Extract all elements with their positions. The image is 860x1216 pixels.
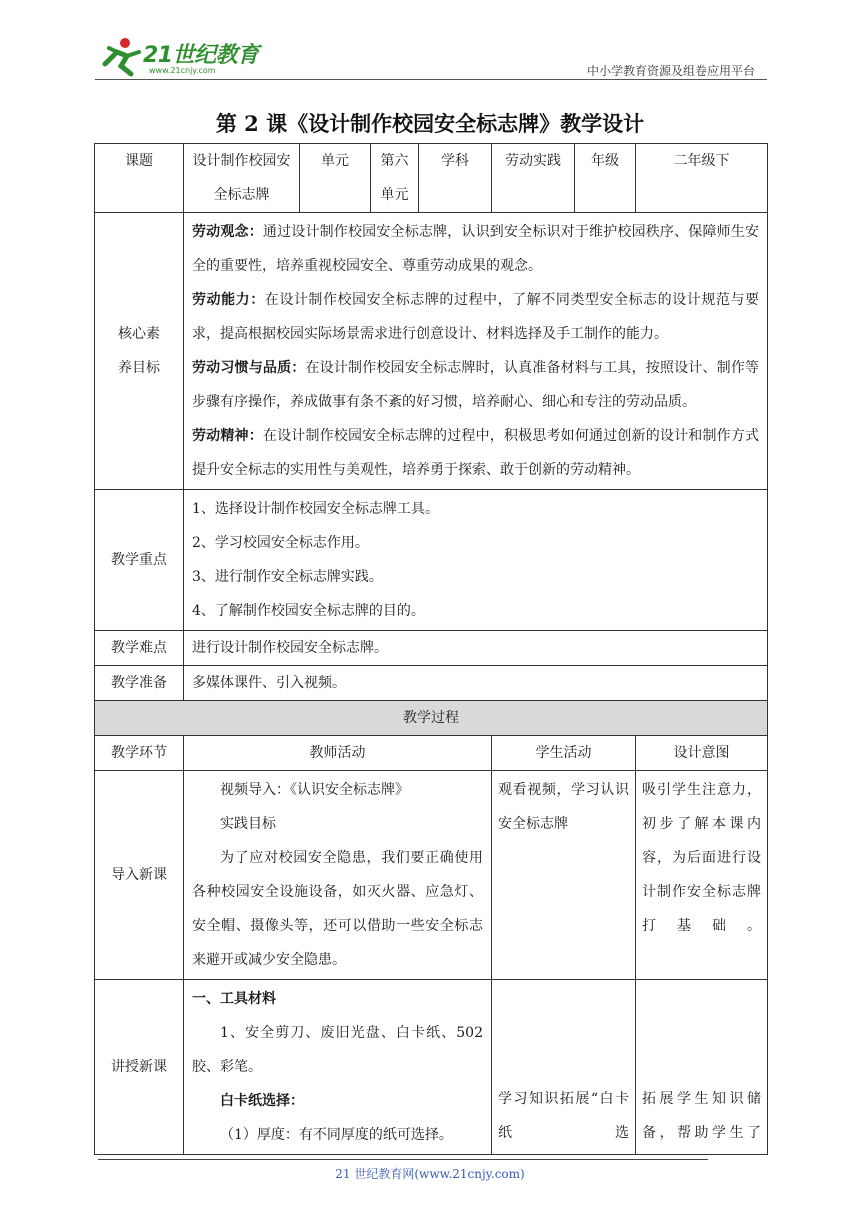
col-header-stage: 教学环节	[95, 736, 184, 771]
goal-labor-ability	[192, 283, 759, 351]
lecture-stage: 讲授新课	[95, 980, 184, 1155]
lecture-row	[95, 980, 768, 1155]
goal-text: 在设计制作校园安全标志牌的过程中，了解不同类型安全标志的设计规范与要求，提高根据校园实际场景需求进行创意设计、材料选择及手工制作的能力。	[192, 292, 760, 342]
difficulty-row	[95, 631, 768, 666]
goal-head: 劳动精神：	[192, 428, 263, 444]
page-title: 第 2 课《设计制作校园安全标志牌》教学设计	[215, 111, 645, 136]
grade-label: 年级	[575, 144, 636, 213]
col-header-student: 学生活动	[492, 736, 636, 771]
lecture-teacher	[184, 980, 492, 1155]
topic-value: 设计制作校园安全标志牌	[184, 144, 300, 213]
goal-head: 劳动能力：	[192, 292, 265, 308]
logo-url: www.21cnjy.com	[149, 66, 216, 75]
intro-teacher-line: 为了应对校园安全隐患，我们要正确使用各种校园安全设施设备，如灭火器、应急灯、安全帽、摄像头等，还可以借助一些安全标志来避开或减少安全隐患。	[192, 850, 483, 968]
preparation-row	[95, 666, 768, 701]
lecture-student: 学习知识拓展“白卡纸选	[492, 980, 636, 1155]
info-row	[95, 144, 768, 213]
difficulty-label: 教学难点	[95, 631, 184, 666]
grade-value: 二年级下	[636, 144, 768, 213]
platform-name: 中小学教育资源及组卷应用平台	[586, 64, 755, 78]
lecture-intent: 拓展学生知识储备，帮助学生了	[636, 980, 768, 1155]
col-header-teacher: 教师活动	[184, 736, 492, 771]
footer-text: 21 世纪教育网(www.21cnjy.com)	[335, 1167, 525, 1181]
subject-label: 学科	[419, 144, 492, 213]
goal-text: 在设计制作校园安全标志牌的过程中，积极思考如何通过创新的设计和制作方式提升安全标志的实用性与美观性，培养勇于探索、敢于创新的劳动精神。	[192, 428, 760, 478]
preparation-text: 多媒体课件、引入视频。	[184, 666, 768, 701]
preparation-label: 教学准备	[95, 666, 184, 701]
runner-logo-icon	[95, 34, 145, 78]
goals-content	[184, 213, 768, 490]
difficulty-text: 进行设计制作校园安全标志牌。	[184, 631, 768, 666]
intro-teacher-line: 视频导入：《认识安全标志牌》	[220, 782, 409, 798]
page-header	[95, 34, 767, 78]
goal-head: 劳动观念：	[192, 224, 263, 240]
logo	[95, 34, 265, 78]
key-points-row	[95, 490, 768, 631]
goals-label: 核心素养目标	[95, 213, 184, 490]
goals-row	[95, 213, 768, 490]
unit-value: 第六单元	[371, 144, 419, 213]
topic-label: 课题	[95, 144, 184, 213]
intro-row	[95, 771, 768, 980]
goal-labor-concept	[192, 215, 759, 283]
goal-text: 通过设计制作校园安全标志牌，认识到安全标识对于维护校园秩序、保障师生安全的重要性，培养重视校园安全、尊重劳动成果的观念。	[192, 224, 760, 274]
lecture-subheading: 白卡纸选择：	[220, 1093, 304, 1109]
goal-head: 劳动习惯与品质：	[192, 360, 306, 376]
lecture-point: （1）厚度：有不同厚度的纸可选择。	[220, 1127, 453, 1143]
col-header-intent: 设计意图	[636, 736, 768, 771]
goal-text: 在设计制作校园安全标志牌时，认真准备材料与工具，按照设计、制作等步骤有序操作，养成做事有条不紊的好习惯，培养耐心、细心和专注的劳动品质。	[192, 360, 759, 410]
intro-stage: 导入新课	[95, 771, 184, 980]
key-points-label: 教学重点	[95, 490, 184, 631]
key-points-content	[184, 490, 768, 631]
process-title: 教学过程	[95, 701, 768, 736]
goal-labor-spirit	[192, 419, 759, 487]
key-point-item: 3、进行制作安全标志牌实践。	[192, 569, 383, 585]
goal-labor-habit	[192, 351, 759, 419]
header-divider	[95, 79, 767, 80]
key-point-item: 4、了解制作校园安全标志牌的目的。	[192, 603, 425, 619]
process-header-row	[95, 736, 768, 771]
unit-label: 单元	[300, 144, 371, 213]
subject-value: 劳动实践	[492, 144, 575, 213]
footer-divider	[98, 1159, 708, 1160]
intro-teacher-line: 实践目标	[220, 816, 276, 832]
lesson-plan-table	[94, 143, 768, 1155]
process-title-row	[95, 701, 768, 736]
intro-intent: 吸引学生注意力，初步了解本课内容，为后面进行设计制作安全标志牌打基础。	[636, 771, 768, 980]
intro-student: 观看视频，学习认识安全标志牌	[492, 771, 636, 980]
lecture-item: 1、安全剪刀、废旧光盘、白卡纸、502 胶、彩笔。	[192, 1025, 483, 1075]
logo-text: 21世纪教育	[143, 43, 259, 68]
intro-teacher	[184, 771, 492, 980]
lecture-heading: 一、工具材料	[192, 991, 276, 1007]
key-point-item: 2、学习校园安全标志作用。	[192, 535, 369, 551]
key-point-item: 1、选择设计制作校园安全标志牌工具。	[192, 501, 439, 517]
